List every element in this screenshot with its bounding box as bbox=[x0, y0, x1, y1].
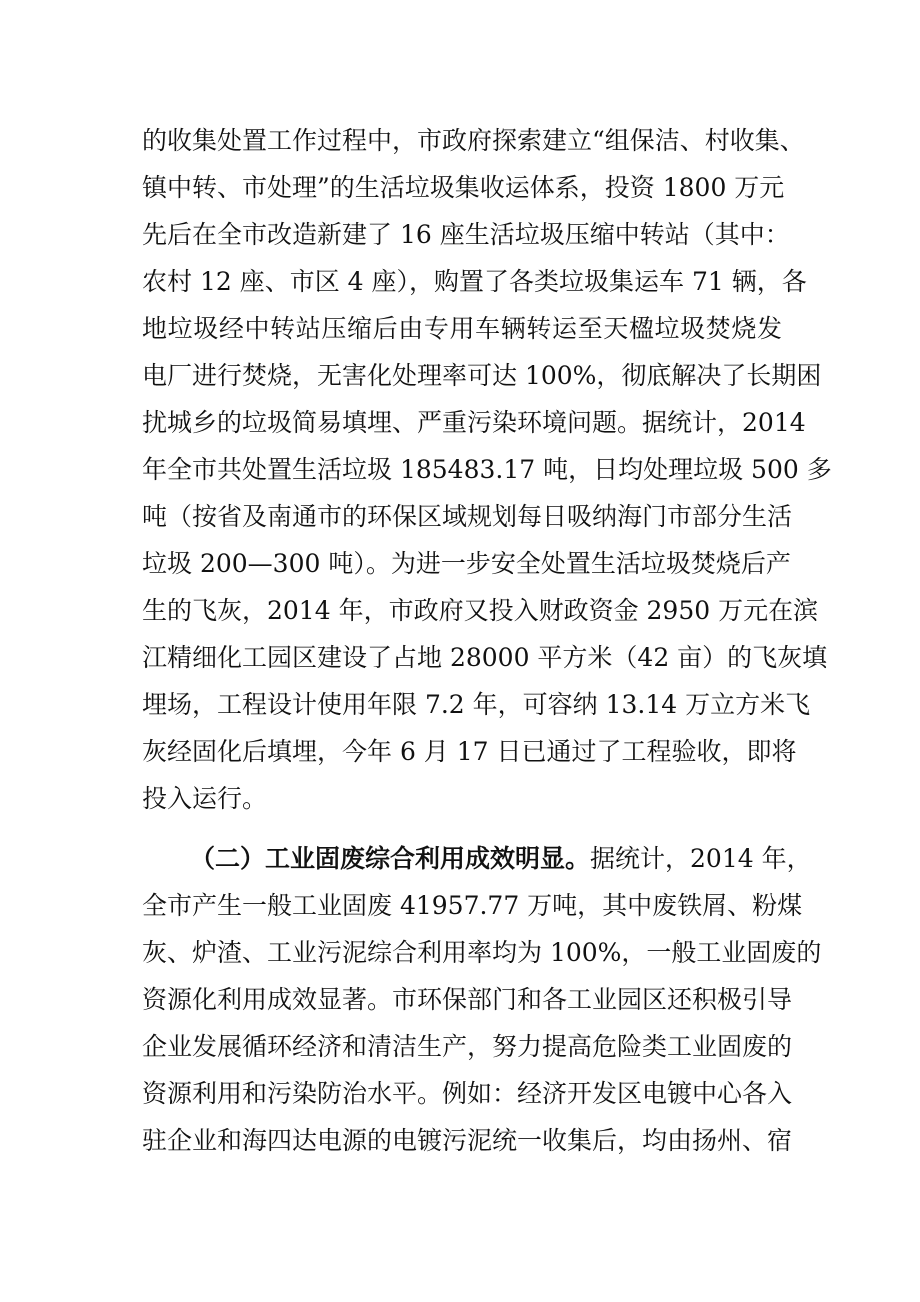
text-line: 年全市共处置生活垃圾 185483.17 吨，日均处理垃圾 500 多 bbox=[142, 455, 832, 484]
text-line: 投入运行。 bbox=[142, 784, 268, 813]
text-line: 的收集处置工作过程中，市政府探索建立“组保洁、村收集、 bbox=[142, 126, 805, 155]
text-line: 灰、炉渣、工业污泥综合利用率均为 100%，一般工业固废的 bbox=[142, 938, 822, 967]
text-run: 据统计，2014 年， bbox=[590, 844, 812, 873]
text-line: 灰经固化后填埋，今年 6 月 17 日已通过了工程验收，即将 bbox=[142, 737, 797, 766]
paragraph-1 bbox=[142, 117, 832, 822]
text-line: 全市产生一般工业固废 41957.77 万吨，其中废铁屑、粉煤 bbox=[142, 891, 803, 920]
text-line: 电厂进行焚烧，无害化处理率可达 100%，彻底解决了长期困 bbox=[142, 361, 822, 390]
text-line: 镇中转、市处理”的生活垃圾集收运体系，投资 1800 万元 bbox=[142, 173, 785, 202]
text-line: 扰城乡的垃圾简易填埋、严重污染环境问题。据统计，2014 bbox=[142, 408, 806, 437]
text-line: 资源化利用成效显著。市环保部门和各工业园区还积极引导 bbox=[142, 985, 793, 1014]
text-line: 农村 12 座、市区 4 座），购置了各类垃圾集运车 71 辆，各 bbox=[142, 267, 807, 296]
text-line: 吨（按省及南通市的环保区域规划每日吸纳海门市部分生活 bbox=[142, 502, 793, 531]
text-line: 埋场，工程设计使用年限 7.2 年，可容纳 13.14 万立方米飞 bbox=[142, 690, 811, 719]
section-heading: （二）工业固废综合利用成效明显。 bbox=[190, 844, 591, 873]
text-line: 先后在全市改造新建了 16 座生活垃圾压缩中转站（其中： bbox=[142, 220, 790, 249]
text-line: 江精细化工园区建设了占地 28000 平方米（42 亩）的飞灰填 bbox=[142, 643, 828, 672]
text-line: 生的飞灰，2014 年，市政府又投入财政资金 2950 万元在滨 bbox=[142, 596, 819, 625]
text-line: 垃圾 200—300 吨）。为进一步安全处置生活垃圾焚烧后产 bbox=[142, 549, 791, 578]
paragraph-2 bbox=[142, 835, 822, 1164]
text-line: 资源利用和污染防治水平。例如：经济开发区电镀中心各入 bbox=[142, 1079, 793, 1108]
paragraph-2-first-line bbox=[142, 835, 812, 882]
text-line: 企业发展循环经济和清洁生产，努力提高危险类工业固废的 bbox=[142, 1032, 793, 1061]
text-line: 地垃圾经中转站压缩后由专用车辆转运至天楹垃圾焚烧发 bbox=[142, 314, 782, 343]
text-line: 驻企业和海四达电源的电镀污泥统一收集后，均由扬州、宿 bbox=[142, 1126, 793, 1155]
